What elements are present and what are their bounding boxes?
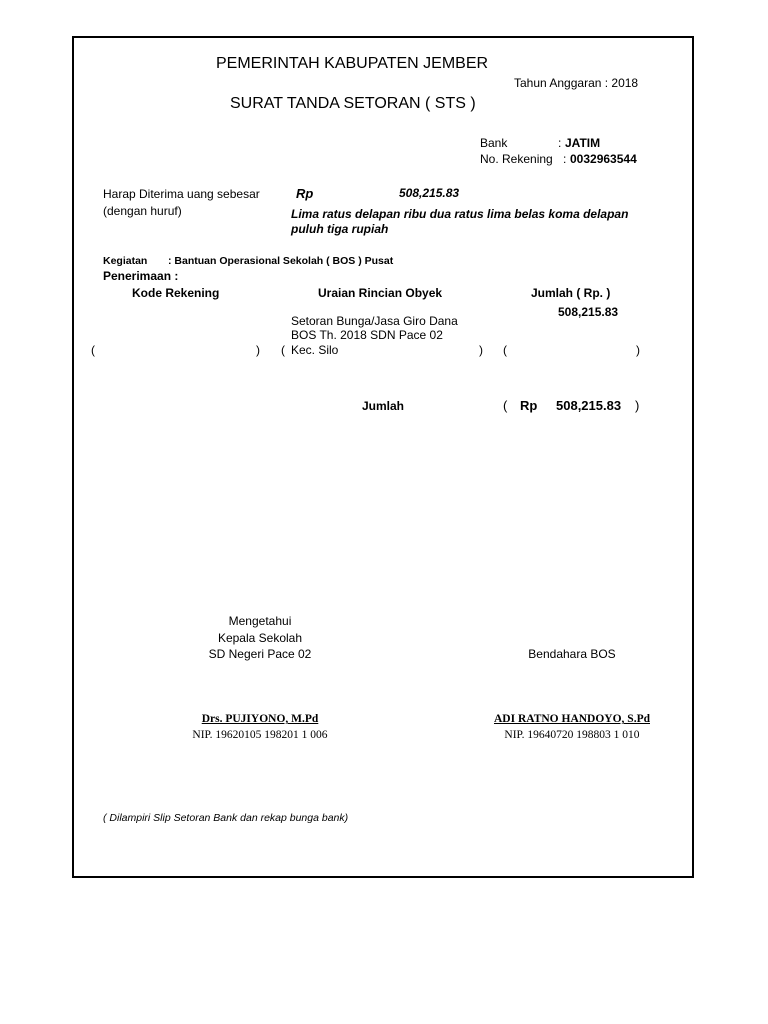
fiscal-year: Tahun Anggaran : 2018 xyxy=(514,76,639,90)
account-colon: : xyxy=(563,152,567,166)
words-label: (dengan huruf) xyxy=(103,204,182,218)
amount-currency: Rp xyxy=(296,186,314,201)
sign-left-line1: Mengetahui xyxy=(228,614,292,628)
col-amount-header: Jumlah ( Rp. ) xyxy=(531,286,611,300)
row-desc-line1: Setoran Bunga/Jasa Giro Dana xyxy=(291,314,458,328)
section-label: Penerimaan : xyxy=(103,269,179,283)
row-amount: 508,215.83 xyxy=(558,305,619,319)
sign-left-line2: Kepala Sekolah xyxy=(217,631,303,645)
amount-in-words: Lima ratus delapan ribu dua ratus lima belas koma delapan puluh tiga rupiah xyxy=(291,207,629,236)
sign-right-name: ADI RATNO HANDOYO, S.Pd xyxy=(493,713,650,725)
col-code-header: Kode Rekening xyxy=(132,286,220,300)
amount-label: Harap Diterima uang sebesar xyxy=(103,187,260,201)
amount-paren-open: ( xyxy=(503,343,507,357)
row-desc-line3: Kec. Silo xyxy=(291,343,339,357)
sign-left-line3: SD Negeri Pace 02 xyxy=(208,647,312,661)
code-paren-close: ) xyxy=(256,343,260,357)
bank-value: JATIM xyxy=(565,136,601,150)
sign-right-role: Bendahara BOS xyxy=(528,647,616,661)
amount-paren-close: ) xyxy=(636,343,640,357)
col-desc-header: Uraian Rincian Obyek xyxy=(318,286,443,300)
desc-paren-open: ( xyxy=(281,343,285,357)
sign-right-nip: NIP. 19640720 198803 1 010 xyxy=(504,729,640,741)
activity-label: Kegiatan xyxy=(103,255,148,267)
code-paren-open: ( xyxy=(91,343,95,357)
total-paren-open: ( xyxy=(503,398,508,413)
footnote: ( Dilampiri Slip Setoran Bank dan rekap bunga bank) xyxy=(103,812,349,824)
bank-colon: : xyxy=(558,136,562,150)
government-title: PEMERINTAH KABUPATEN JEMBER xyxy=(216,55,489,72)
sign-left-nip: NIP. 19620105 198201 1 006 xyxy=(192,729,328,741)
row-desc-line2: BOS Th. 2018 SDN Pace 02 xyxy=(291,328,443,342)
total-paren-close: ) xyxy=(635,398,640,413)
document-title: SURAT TANDA SETORAN ( STS ) xyxy=(230,95,476,112)
activity-value: : Bantuan Operasional Sekolah ( BOS ) Pusat xyxy=(168,255,394,267)
total-label: Jumlah xyxy=(362,399,405,413)
total-amount: 508,215.83 xyxy=(556,398,622,413)
sign-left-name: Drs. PUJIYONO, M.Pd xyxy=(201,713,319,725)
desc-paren-close: ) xyxy=(479,343,483,357)
account-value: 0032963544 xyxy=(570,152,637,166)
account-label: No. Rekening xyxy=(480,152,553,166)
total-currency: Rp xyxy=(520,398,538,413)
bank-label: Bank xyxy=(480,136,508,150)
amount-value: 508,215.83 xyxy=(399,186,460,200)
